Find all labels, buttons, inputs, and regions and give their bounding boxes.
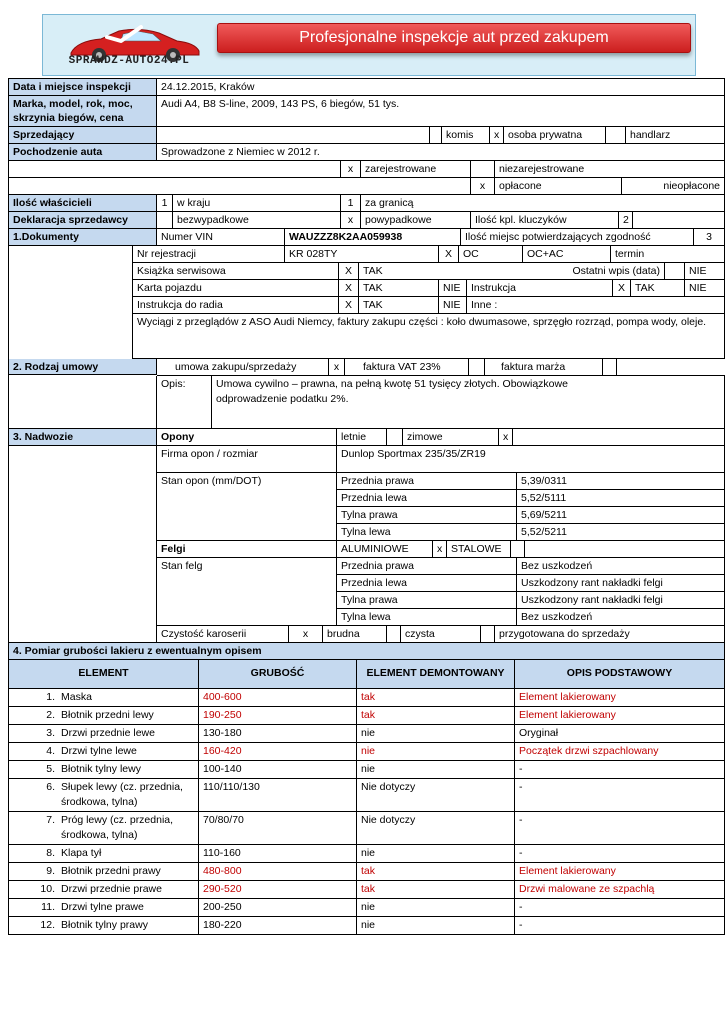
paint-row-number: 2. (46, 709, 55, 721)
radio-manual-mark: X (339, 297, 359, 313)
paint-row (9, 812, 725, 845)
oc-mark: X (439, 246, 459, 262)
paint-row (9, 725, 725, 743)
reg-no: niezarejestrowane (495, 161, 725, 177)
vin-row (9, 229, 725, 246)
paint-description: Oryginał (515, 725, 725, 742)
paint-element-name: Błotnik przedni prawy (61, 865, 161, 877)
paint-row (9, 863, 725, 881)
model-label: Marka, model, rok, moc, skrzynia biegów, cena (9, 96, 157, 126)
reg-number-value: KR 028TY (285, 246, 439, 262)
contract-type-row (157, 359, 725, 376)
seller-private: osoba prywatna (504, 127, 606, 143)
declaration-accident: powypadkowe (361, 212, 471, 228)
rims-alu-mark: x (433, 541, 447, 557)
rims-row (157, 541, 725, 558)
paint-removed: tak (357, 863, 515, 880)
declaration-label: Deklaracja sprzedawcy (9, 212, 157, 228)
seller-row (9, 127, 725, 144)
paint-row (9, 845, 725, 863)
paint-row (9, 761, 725, 779)
cleanliness-row (157, 626, 725, 643)
paint-element-name: Klapa tył (61, 847, 102, 859)
rim-position: Przednia prawa (337, 558, 517, 574)
oc-label: OC (459, 246, 523, 262)
paint-removed: nie (357, 845, 515, 862)
paint-row (9, 743, 725, 761)
paint-element-name: Maska (61, 691, 92, 703)
tyre-position: Przednia lewa (337, 490, 517, 506)
paint-thickness: 110-160 (199, 845, 357, 862)
paint-element-name: Drzwi tylne prawe (61, 901, 144, 913)
paint-removed: tak (357, 689, 515, 706)
owners-label: Ilość właścicieli (9, 195, 157, 211)
paint-description: Element lakierowany (515, 689, 725, 706)
paint-row (9, 707, 725, 725)
paint-element-name: Drzwi przednie prawe (61, 883, 162, 895)
rim-row (337, 575, 725, 592)
cleanliness-label: Czystość karoserii (157, 626, 289, 642)
radio-manual-no: NIE (439, 297, 467, 313)
tyre-position: Tylna prawa (337, 507, 517, 523)
paint-thickness: 180-220 (199, 917, 357, 934)
logo-text: SPRAWDZ-AUTO24.PL (68, 55, 190, 67)
paint-description: Element lakierowany (515, 863, 725, 880)
tyre-row (337, 507, 725, 524)
paint-description: - (515, 812, 725, 844)
date-label: Data i miejsce inspekcji (9, 79, 157, 95)
rim-state-label: Stan felg (157, 558, 337, 626)
paint-thickness: 290-520 (199, 881, 357, 898)
paid-no: nieopłacone (622, 178, 725, 194)
keys-label: Ilość kpl. kluczyków (471, 212, 619, 228)
rim-row (337, 592, 725, 609)
seller-label: Sprzedający (9, 127, 157, 143)
paint-element-name: Błotnik przedni lewy (61, 709, 154, 721)
paint-thickness: 110/110/130 (199, 779, 357, 811)
paint-thickness: 200-250 (199, 899, 357, 916)
paid-mark: x (471, 178, 495, 194)
service-book-detail (359, 263, 665, 279)
paint-element-cell (9, 863, 199, 880)
last-entry-label: Ostatni wpis (data) (572, 265, 660, 277)
documents-detail (133, 246, 725, 359)
body-section-title: 3. Nadwozie (9, 429, 157, 445)
paint-row-number: 1. (46, 691, 55, 703)
contract-type-mark: x (329, 359, 345, 375)
cleanliness-clean: czysta (401, 626, 481, 642)
service-book-row (133, 263, 725, 280)
paint-row-number: 6. (46, 781, 55, 793)
paint-element-cell (9, 761, 199, 778)
paid-row (9, 178, 725, 195)
vehicle-card-yes: TAK (359, 280, 439, 296)
ocac-label: OC+AC (523, 246, 611, 262)
paint-section-title: 4. Pomiar grubości lakieru z ewentualnym opisem (9, 643, 725, 659)
tyre-brand-label: Firma opon / rozmiar (157, 446, 337, 472)
paint-element-cell (9, 812, 199, 844)
paint-thickness: 70/80/70 (199, 812, 357, 844)
paint-element-name: Drzwi tylne lewe (61, 745, 137, 757)
paint-header-thickness: GRUBOŚĆ (199, 660, 357, 688)
reg-mark: x (341, 161, 361, 177)
paint-description: - (515, 779, 725, 811)
origin-value: Sprowadzone z Niemiec w 2012 r. (157, 144, 725, 160)
paint-description: - (515, 761, 725, 778)
paint-row-number: 10. (40, 883, 55, 895)
paint-removed: tak (357, 707, 515, 724)
paint-removed: Nie dotyczy (357, 779, 515, 811)
owners-local-count: 1 (157, 195, 173, 211)
page-header (42, 14, 696, 76)
inspection-sheet (8, 78, 725, 935)
vin-label: Numer VIN (157, 229, 285, 245)
paint-description: - (515, 917, 725, 934)
model-value: Audi A4, B8 S-line, 2009, 143 PS, 6 biegów, 51 tys. (157, 96, 725, 126)
vin-value: WAUZZZ8K2AA059938 (285, 229, 461, 245)
paint-thickness: 160-420 (199, 743, 357, 760)
tyre-row (337, 524, 725, 541)
service-book-yes: TAK (363, 265, 383, 277)
manual-mark: X (613, 280, 631, 296)
paint-removed: nie (357, 761, 515, 778)
contract-section-title: 2. Rodzaj umowy (9, 359, 157, 375)
tyre-brand-value: Dunlop Sportmax 235/35/ZR19 (337, 446, 725, 472)
paint-description: - (515, 845, 725, 862)
vehicle-card-label: Karta pojazdu (133, 280, 339, 296)
rim-position: Tylna prawa (337, 592, 517, 608)
paint-element-cell (9, 779, 199, 811)
tyres-winter-mark: x (499, 429, 513, 445)
date-row (9, 79, 725, 96)
paint-element-name: Błotnik tylny lewy (61, 763, 141, 775)
reg-number-label: Nr rejestracji (133, 246, 285, 262)
paint-removed: nie (357, 899, 515, 916)
tyre-state-list (337, 473, 725, 541)
tyre-value: 5,52/5211 (517, 524, 725, 540)
documents-notes-row (133, 314, 725, 359)
paint-removed: nie (357, 743, 515, 760)
paint-element-cell (9, 743, 199, 760)
reg-yes: zarejestrowane (361, 161, 471, 177)
paint-row-number: 5. (46, 763, 55, 775)
rim-state-list (337, 558, 725, 626)
seller-komis: komis (442, 127, 490, 143)
paint-element-name: Próg lewy (cz. przednia, środkowa, tylna) (61, 814, 174, 841)
paint-row-number: 9. (46, 865, 55, 877)
rim-value: Bez uszkodzeń (517, 609, 725, 625)
contract-description-label: Opis: (161, 378, 186, 390)
paint-thickness: 130-180 (199, 725, 357, 742)
termin-label: termin (611, 246, 725, 262)
declaration-no-accident: bezwypadkowe (173, 212, 341, 228)
rim-row (337, 609, 725, 626)
seats-value: 3 (694, 229, 725, 245)
paint-header-removed: ELEMENT DEMONTOWANY (357, 660, 515, 688)
paint-thickness: 100-140 (199, 761, 357, 778)
tyres-row (9, 429, 725, 446)
paint-row (9, 881, 725, 899)
tyres-summer: letnie (337, 429, 387, 445)
paint-thickness: 400-600 (199, 689, 357, 706)
manual-yes: TAK (631, 280, 685, 296)
paint-table-body (9, 689, 725, 935)
paint-element-cell (9, 707, 199, 724)
seller-mark: x (490, 127, 504, 143)
paint-header-element: ELEMENT (9, 660, 199, 688)
radio-manual-yes: TAK (359, 297, 439, 313)
documents-section-title: 1.Dokumenty (9, 229, 157, 245)
paint-header-description: OPIS PODSTAWOWY (515, 660, 725, 688)
paint-row-number: 8. (46, 847, 55, 859)
declaration-mark: x (341, 212, 361, 228)
paint-element-name: Słupek lewy (cz. przednia, środkowa, tylna) (61, 781, 183, 808)
tyre-state-label: Stan opon (mm/DOT) (157, 473, 337, 541)
cleanliness-dirty: brudna (323, 626, 387, 642)
paint-removed: tak (357, 881, 515, 898)
contract-description-row (9, 376, 725, 429)
rims-alu: ALUMINIOWE (337, 541, 433, 557)
paint-element-cell (9, 845, 199, 862)
service-book-no: NIE (685, 263, 725, 279)
paint-section-row (9, 643, 725, 660)
tyre-row (337, 473, 725, 490)
origin-label: Pochodzenie auta (9, 144, 157, 160)
paint-row (9, 689, 725, 707)
contract-description: Umowa cywilno – prawna, na pełną kwotę 51 tysięcy złotych. Obowiązkowe odprowadzenie podatku 2%. (211, 376, 725, 428)
paint-row-number: 11. (41, 901, 55, 913)
origin-row (9, 144, 725, 161)
rim-value: Uszkodzony rant nakładki felgi (517, 592, 725, 608)
paid-yes: opłacone (495, 178, 622, 194)
paint-row-number: 7. (46, 814, 55, 826)
page-title: Profesjonalne inspekcje aut przed zakupem (217, 23, 691, 53)
seller-dealer: handlarz (626, 127, 725, 143)
paint-removed: nie (357, 917, 515, 934)
rims-steel: STALOWE (447, 541, 511, 557)
paint-table-header (9, 660, 725, 689)
vehicle-card-row (133, 280, 725, 297)
rim-position: Tylna lewa (337, 609, 517, 625)
owners-abroad: za granicą (361, 195, 725, 211)
contract-type-civil: umowa zakupu/sprzedaży (157, 359, 329, 375)
documents-notes: Wyciągi z przeglądów z ASO Audi Niemcy, faktury zakupu części : koło dwumasowe, sprzęgło rozrząd, pompa wody, oleje. (133, 314, 725, 358)
model-row (9, 96, 725, 127)
paint-row (9, 899, 725, 917)
seats-label: Ilość miejsc potwierdzających zgodność (461, 229, 694, 245)
paint-row-number: 12. (40, 919, 55, 931)
date-value: 24.12.2015, Kraków (157, 79, 725, 95)
rim-position: Przednia lewa (337, 575, 517, 591)
paint-element-name: Drzwi przednie lewe (61, 727, 155, 739)
paint-description: - (515, 899, 725, 916)
paint-element-cell (9, 689, 199, 706)
paint-element-name: Błotnik tylny prawy (61, 919, 148, 931)
paint-element-cell (9, 725, 199, 742)
registration-row (9, 161, 725, 178)
paint-description: Element lakierowany (515, 707, 725, 724)
tyre-brand-row (157, 446, 725, 473)
service-book-mark: X (339, 263, 359, 279)
rim-row (337, 558, 725, 575)
owners-abroad-count: 1 (341, 195, 361, 211)
paint-row-number: 4. (46, 745, 55, 757)
paint-description: Początek drzwi szpachlowany (515, 743, 725, 760)
vehicle-card-mark: X (339, 280, 359, 296)
paint-description: Drzwi malowane ze szpachlą (515, 881, 725, 898)
radio-manual-row (133, 297, 725, 314)
paint-thickness: 480-800 (199, 863, 357, 880)
registration-number-row (133, 246, 725, 263)
tyre-value: 5,52/5111 (517, 490, 725, 506)
owners-row (9, 195, 725, 212)
manual-label: Instrukcja (467, 280, 613, 296)
paint-thickness: 190-250 (199, 707, 357, 724)
rim-value: Bez uszkodzeń (517, 558, 725, 574)
cleanliness-ready: przygotowana do sprzedaży (495, 626, 725, 642)
paint-element-cell (9, 917, 199, 934)
rim-value: Uszkodzony rant nakładki felgi (517, 575, 725, 591)
manual-no: NIE (685, 280, 725, 296)
other-docs-label: Inne : (467, 297, 725, 313)
service-book-label: Książka serwisowa (133, 263, 339, 279)
paint-element-cell (9, 899, 199, 916)
cleanliness-dirty-mark: x (289, 626, 323, 642)
vehicle-card-no: NIE (439, 280, 467, 296)
radio-manual-label: Instrukcja do radia (133, 297, 339, 313)
owners-local: w kraju (173, 195, 341, 211)
paint-row (9, 917, 725, 935)
paint-row-number: 3. (46, 727, 55, 739)
tyre-value: 5,39/0311 (517, 473, 725, 489)
tyres-winter: zimowe (403, 429, 499, 445)
keys-value: 2 (619, 212, 633, 228)
contract-type-vat: faktura VAT 23% (345, 359, 469, 375)
rims-label: Felgi (157, 541, 337, 557)
tyre-value: 5,69/5211 (517, 507, 725, 523)
declaration-row (9, 212, 725, 229)
tyre-position: Przednia prawa (337, 473, 517, 489)
tyres-label: Opony (157, 429, 337, 445)
paint-removed: Nie dotyczy (357, 812, 515, 844)
paint-row (9, 779, 725, 812)
tyre-row (337, 490, 725, 507)
paint-removed: nie (357, 725, 515, 742)
paint-element-cell (9, 881, 199, 898)
tyre-position: Tylna lewa (337, 524, 517, 540)
contract-type-margin: faktura marża (485, 359, 603, 375)
